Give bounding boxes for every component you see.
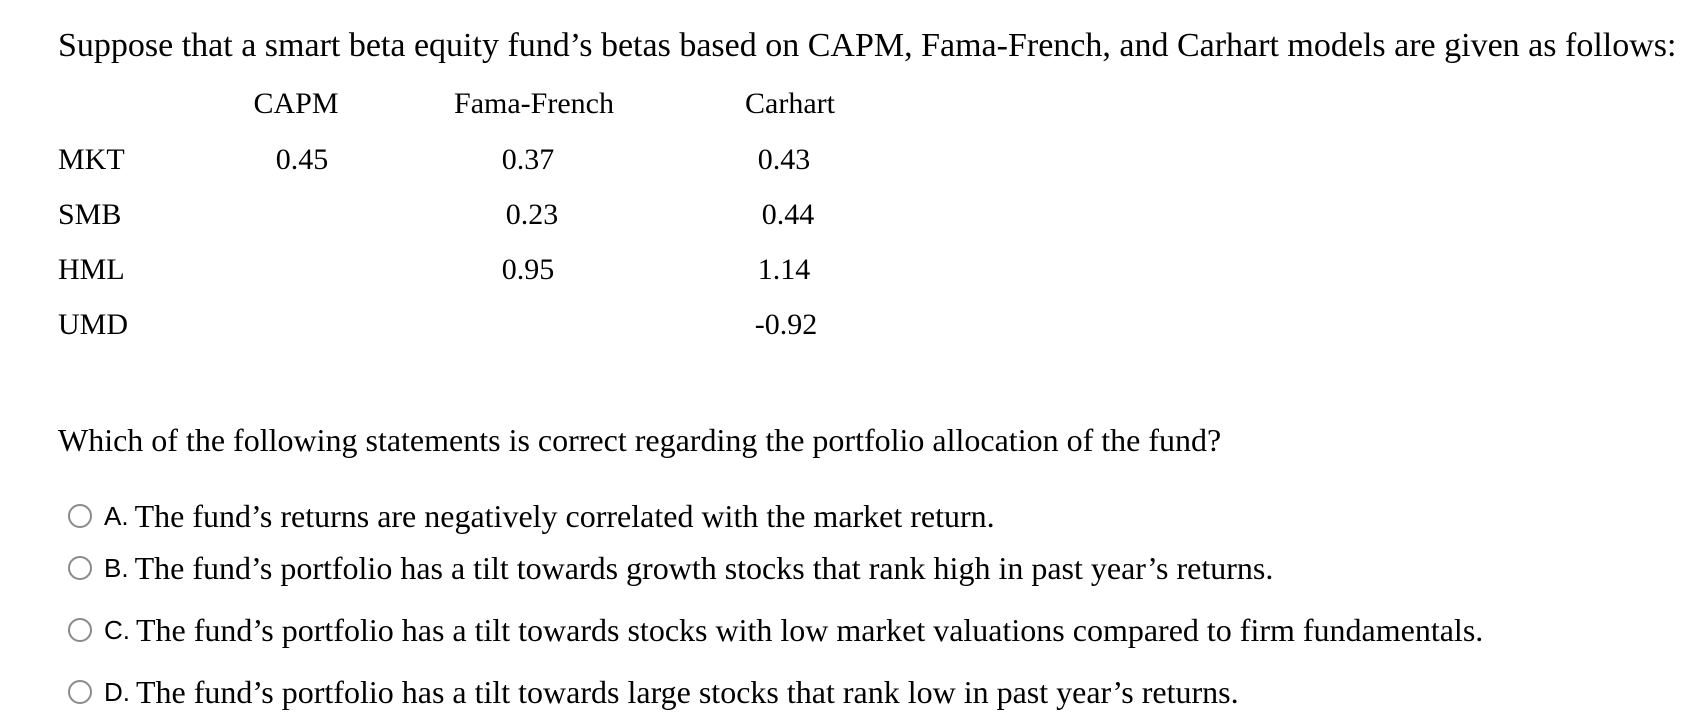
carhart-hml-value: 1.14 (757, 253, 811, 286)
capm-mkt-value: 0.45 (275, 143, 329, 176)
radio-button-d[interactable] (68, 680, 92, 704)
row-label-smb: SMB (58, 198, 122, 231)
fama-french-mkt-value: 0.37 (501, 143, 555, 176)
option-d-text: The fund’s portfolio has a tilt towards large stocks that rank low in past year’s returns. (136, 673, 1239, 710)
option-b-text: The fund’s portfolio has a tilt towards growth stocks that rank high in past year’s returns. (134, 549, 1274, 586)
fama-french-smb-value: 0.23 (505, 198, 559, 231)
fama-french-hml-value: 0.95 (501, 253, 555, 286)
radio-button-c[interactable] (68, 618, 92, 642)
option-a[interactable] (68, 494, 995, 538)
option-c[interactable] (68, 608, 1483, 652)
column-header-fama-french: Fama-French (454, 87, 614, 120)
carhart-smb-value: 0.44 (761, 198, 815, 231)
option-a-text: The fund’s returns are negatively correlated with the market return. (134, 497, 995, 534)
radio-button-a[interactable] (68, 504, 92, 528)
option-c-text: The fund’s portfolio has a tilt towards stocks with low market valuations compared to firm fundamentals. (136, 611, 1484, 648)
option-d[interactable] (68, 670, 1239, 714)
carhart-umd-value: -0.92 (754, 308, 818, 341)
question-intro: Suppose that a smart beta equity fund’s betas based on CAPM, Fama-French, and Carhart models are given as follows: (58, 27, 1677, 64)
option-a-letter: A. (104, 500, 129, 531)
option-b-letter: B. (104, 552, 129, 583)
question-prompt: Which of the following statements is correct regarding the portfolio allocation of the fund? (58, 422, 1222, 458)
column-header-capm: CAPM (253, 87, 339, 120)
row-label-mkt: MKT (58, 143, 125, 176)
option-c-letter: C. (104, 614, 130, 645)
row-label-umd: UMD (58, 308, 129, 341)
option-d-letter: D. (104, 676, 130, 707)
carhart-mkt-value: 0.43 (757, 143, 811, 176)
radio-button-b[interactable] (68, 556, 92, 580)
row-label-hml: HML (58, 253, 125, 286)
column-header-carhart: Carhart (745, 87, 835, 120)
option-b[interactable] (68, 546, 1273, 590)
